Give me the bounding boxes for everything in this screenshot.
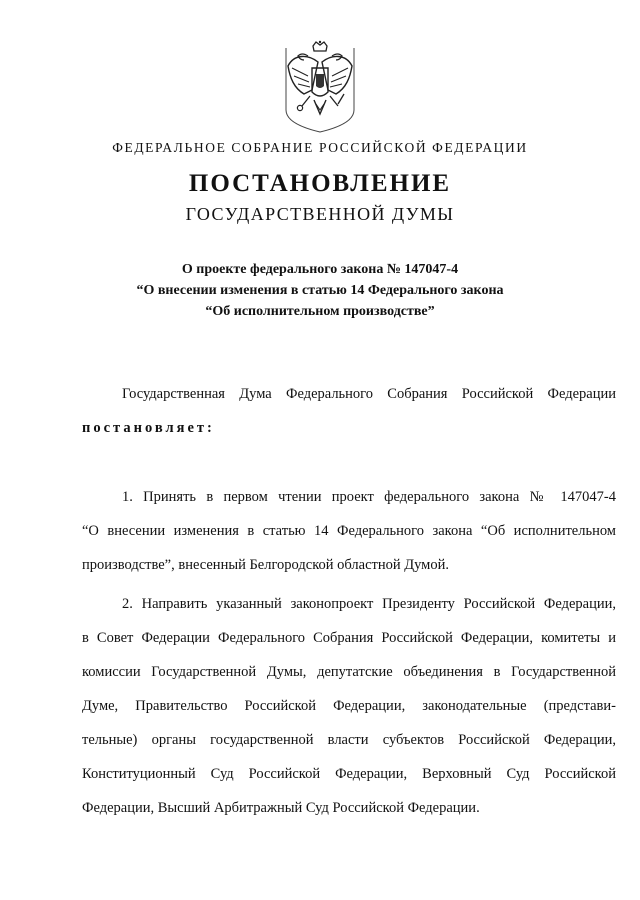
resolves-word: постановляет: [82, 420, 215, 436]
subject-line-3: “Об исполнительном производстве” [205, 304, 435, 319]
document-subtitle: ГОСУДАРСТВЕННОЙ ДУМЫ [185, 204, 455, 224]
subject-line-2: “О внесении изменения в статью 14 Федерального закона [136, 283, 504, 298]
paragraph-2-line-7: Федерации, Высший Арбитражный Суд Российской Федерации. [82, 800, 480, 816]
paragraph-1-line-2: “О внесении изменения в статью 14 Федерального закона “Об исполнительном [82, 523, 616, 539]
paragraph-2-line-2: в Совет Федерации Федерального Собрания Российской Федерации, комитеты и [82, 630, 616, 646]
paragraph-2-line-6: Конституционный Суд Российской Федерации, Верховный Суд Российской [82, 766, 616, 782]
double-headed-eagle-emblem-icon [282, 40, 358, 134]
paragraph-1 [82, 480, 616, 582]
paragraph-1-line-1: 1. Принять в первом чтении проект федерального закона № 147047-4 [122, 489, 616, 505]
paragraph-2-line-5: тельные) органы государственной власти субъектов Российской Федерации, [82, 732, 616, 748]
paragraph-2-line-1: 2. Направить указанный законопроект Президенту Российской Федерации, [122, 596, 616, 612]
document-title: ПОСТАНОВЛЕНИЕ [188, 170, 452, 197]
preamble [82, 377, 616, 445]
paragraph-2-line-3: комиссии Государственной Думы, депутатские объединения в Государственной [82, 664, 616, 680]
paragraph-2-line-4: Думе, Правительство Российской Федерации, законодательные (представи- [82, 698, 616, 714]
preamble-line: Государственная Дума Федерального Собрания Российской Федерации [122, 386, 616, 402]
paragraph-2 [82, 587, 616, 825]
document-subject [0, 259, 640, 322]
organization-name: ФЕДЕРАЛЬНОЕ СОБРАНИЕ РОССИЙСКОЙ ФЕДЕРАЦИИ [112, 140, 528, 155]
subject-line-1: О проекте федерального закона № 147047-4 [181, 262, 459, 277]
paragraph-1-line-3: производстве”, внесенный Белгородской областной Думой. [82, 557, 449, 573]
